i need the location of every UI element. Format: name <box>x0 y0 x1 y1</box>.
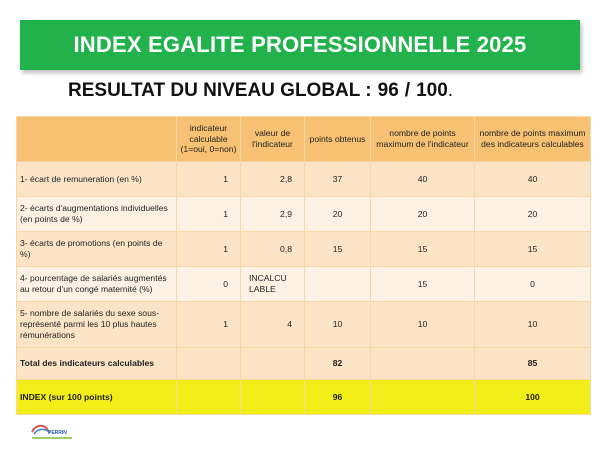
row-calculable: 0 <box>177 267 241 302</box>
row-calculable: 1 <box>177 162 241 197</box>
table-header-row <box>17 117 591 162</box>
total-empty-2 <box>241 348 305 380</box>
row-label: 2- écarts d'augmentations individuelles (en points de %) <box>17 197 177 232</box>
header-empty <box>17 117 177 162</box>
global-result <box>68 80 453 106</box>
header-valeur: valeur de l'indicateur <box>241 117 305 162</box>
index-label: INDEX (sur 100 points) <box>17 380 177 415</box>
index-row <box>17 380 591 415</box>
total-points: 82 <box>305 348 371 380</box>
company-logo <box>28 420 76 444</box>
total-max-calculables: 85 <box>475 348 591 380</box>
title-banner <box>20 20 580 70</box>
row-max-calculables: 20 <box>475 197 591 232</box>
index-table <box>16 116 591 415</box>
row-label: 1- écart de remuneration (en %) <box>17 162 177 197</box>
total-row <box>17 348 591 380</box>
row-valeur: 2,9 <box>241 197 305 232</box>
table-row <box>17 162 591 197</box>
total-empty-3 <box>371 348 475 380</box>
row-max-calculables: 15 <box>475 232 591 267</box>
row-calculable: 1 <box>177 302 241 348</box>
row-max-calculables: 10 <box>475 302 591 348</box>
table-row <box>17 197 591 232</box>
row-calculable: 1 <box>177 197 241 232</box>
row-max-indicateur: 10 <box>371 302 475 348</box>
total-empty-1 <box>177 348 241 380</box>
row-points: 15 <box>305 232 371 267</box>
row-max-indicateur: 15 <box>371 232 475 267</box>
result-max: 100 <box>416 80 448 101</box>
table-row <box>17 302 591 348</box>
header-max-calculables: nombre de points maximum des indicateurs calculables <box>475 117 591 162</box>
row-max-indicateur: 15 <box>371 267 475 302</box>
table-row <box>17 232 591 267</box>
result-suffix: . <box>447 80 454 101</box>
row-max-indicateur: 40 <box>371 162 475 197</box>
total-label: Total des indicateurs calculables <box>17 348 177 380</box>
row-valeur: 4 <box>241 302 305 348</box>
row-points: 20 <box>305 197 371 232</box>
row-points: 10 <box>305 302 371 348</box>
row-points <box>305 267 371 302</box>
logo-text: PERRIN <box>48 430 67 436</box>
page-title: INDEX EGALITE PROFESSIONNELLE 2025 <box>73 32 527 57</box>
row-valeur: 0,8 <box>241 232 305 267</box>
row-valeur: INCALCU LABLE <box>241 267 305 302</box>
row-valeur: 2,8 <box>241 162 305 197</box>
index-empty-2 <box>241 380 305 415</box>
row-max-calculables: 0 <box>475 267 591 302</box>
index-max-calculables: 100 <box>475 380 591 415</box>
row-points: 37 <box>305 162 371 197</box>
header-max-indicateur: nombre de points maximum de l'indicateur <box>371 117 475 162</box>
table-row <box>17 267 591 302</box>
row-max-indicateur: 20 <box>371 197 475 232</box>
header-points-obtenus: points obtenus <box>305 117 371 162</box>
index-empty-3 <box>371 380 475 415</box>
index-points: 96 <box>305 380 371 415</box>
row-label: 4- pourcentage de salariés augmentés au retour d'un congé maternité (%) <box>17 267 177 302</box>
result-label: RESULTAT DU NIVEAU GLOBAL : <box>68 80 372 101</box>
row-max-calculables: 40 <box>475 162 591 197</box>
row-label: 5- nombre de salariés du sexe sous-représenté parmi les 10 plus hautes rémunérations <box>17 302 177 348</box>
header-calculable: indicateur calculable (1=oui, 0=non) <box>177 117 241 162</box>
result-score: 96 <box>377 80 399 101</box>
row-label: 3- écarts de promotions (en points de %) <box>17 232 177 267</box>
row-calculable: 1 <box>177 232 241 267</box>
index-empty-1 <box>177 380 241 415</box>
result-separator: / <box>404 80 411 101</box>
